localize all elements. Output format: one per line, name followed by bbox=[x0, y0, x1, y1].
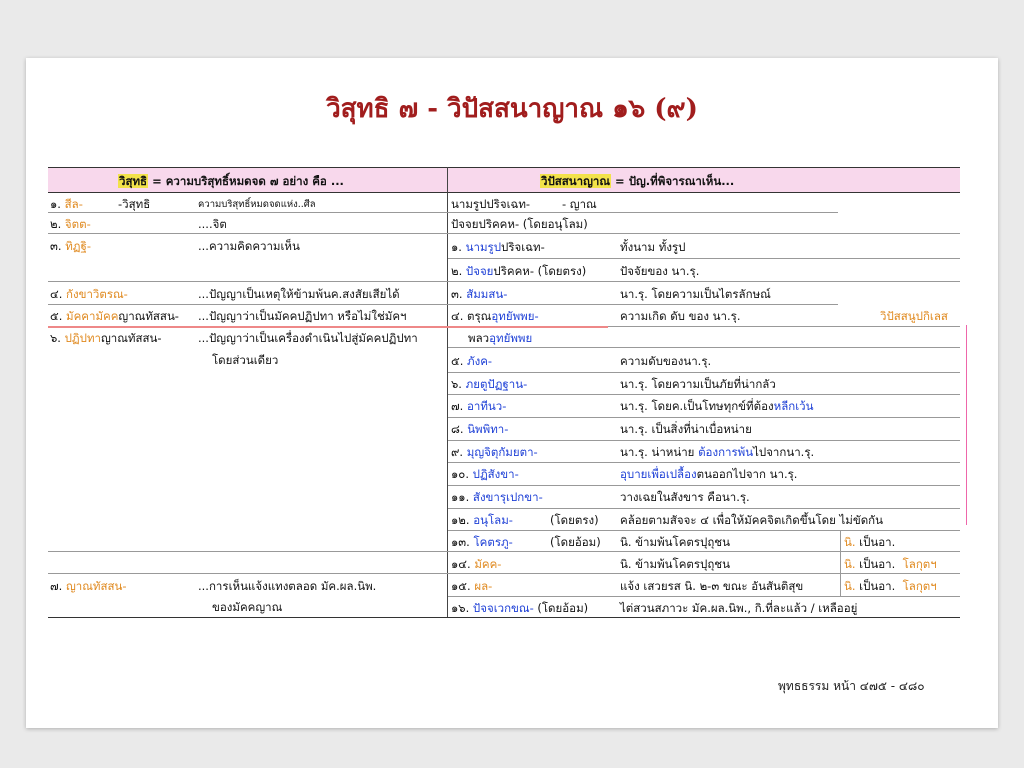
stage-15-extra: นิ. เป็นอา. โลกุตฯ bbox=[844, 579, 937, 593]
row-line bbox=[448, 485, 960, 486]
row-line bbox=[48, 304, 838, 305]
stage-3: ๓. สัมมสน- bbox=[451, 287, 508, 301]
stage-16: ๑๖. ปัจจเวกขณ- (โดยอ้อม) bbox=[451, 601, 589, 615]
stage-9: ๙. มุญจิตุกัมยตา- bbox=[451, 445, 538, 459]
stage-6: ๖. ภยตูปัฏฐาน- bbox=[451, 377, 528, 391]
side-bracket-line bbox=[966, 325, 967, 525]
left-row-6-desc-1: ...ปัญญาว่าเป็นเครื่องดำเนินไปสู่มัคคปฏิปทา bbox=[198, 331, 418, 345]
right-pre-1: นามรูปปริจเฉท- bbox=[451, 197, 531, 211]
stage-8-desc: นา.รุ. เป็นสิ่งที่น่าเบื่อหน่าย bbox=[620, 422, 752, 436]
row-line bbox=[48, 573, 960, 574]
row-line bbox=[448, 372, 960, 373]
header-left-text: = ความบริสุทธิ์หมดจด ๗ อย่าง คือ ... bbox=[148, 174, 344, 188]
row-line bbox=[48, 551, 960, 552]
stage-13: ๑๓. โคตรภู- bbox=[451, 535, 513, 549]
table-top-border bbox=[48, 167, 960, 168]
stage-14-desc: นิ. ข้ามพ้นโคตรปุถุชน bbox=[620, 557, 730, 571]
left-row-3-desc: ...ความคิดความเห็น bbox=[198, 239, 300, 253]
row-line bbox=[448, 462, 960, 463]
header-right-text: = ปัญ.ที่พิจารณาเห็น... bbox=[611, 174, 735, 188]
right-pre-1-b: - ญาณ bbox=[562, 197, 597, 211]
stage-7: ๗. อาทีนว- bbox=[451, 399, 507, 413]
row-line bbox=[48, 233, 960, 234]
extra-col-divider bbox=[840, 531, 841, 596]
row-line bbox=[448, 258, 960, 259]
header-right bbox=[540, 174, 734, 188]
left-row-2-desc: ....จิต bbox=[198, 217, 227, 231]
footer-reference: พุทธธรรม หน้า ๔๗๕ - ๔๘๐ bbox=[778, 679, 925, 693]
header-right-label: วิปัสสนาญาณ bbox=[541, 174, 611, 188]
row-line bbox=[448, 596, 960, 597]
stage-1: ๑. นามรูปปริจเฉท- bbox=[451, 240, 545, 254]
stage-10-desc: อุบายเพื่อเปลื้องตนออกไปจาก นา.รุ. bbox=[620, 467, 798, 481]
stage-4b: พลวอุทยัพพย bbox=[468, 331, 533, 345]
left-row-1-desc: ความบริสุทธิ์หมดจดแห่ง..ศีล bbox=[198, 199, 316, 210]
stage-13-note: (โดยอ้อม) bbox=[550, 535, 601, 549]
stage-3-desc: นา.รุ. โดยความเป็นไตรลักษณ์ bbox=[620, 287, 771, 301]
stage-4: ๔. ตรุณอุทยัพพย- bbox=[451, 309, 539, 323]
stage-12: ๑๒. อนุโลม- bbox=[451, 513, 513, 527]
stage-2-desc: ปัจจัยของ นา.รุ. bbox=[620, 264, 700, 278]
stage-4-desc: ความเกิด ดับ ของ นา.รุ. bbox=[620, 309, 741, 323]
stage-15-desc: แจ้ง เสวยรส นิ. ๒-๓ ขณะ อันสันติสุข bbox=[620, 579, 804, 593]
row-line bbox=[48, 212, 838, 213]
stage-5: ๕. ภังค- bbox=[451, 354, 493, 368]
left-row-7-desc-1: ...การเห็นแจ้งแทงตลอด มัค.ผล.นิพ. bbox=[198, 579, 377, 593]
slide bbox=[26, 58, 998, 728]
stage-2: ๒. ปัจจยปริคคห- (โดยตรง) bbox=[451, 264, 587, 278]
stage-1-desc: ทั้งนาม ทั้งรูป bbox=[620, 240, 686, 254]
row-line bbox=[448, 394, 960, 395]
header-bottom-border bbox=[48, 192, 960, 193]
left-row-1-mid: -วิสุทธิ bbox=[118, 197, 151, 211]
stage-14-extra: นิ. เป็นอา. โลกุตฯ bbox=[844, 557, 937, 571]
stage-12-note: (โดยตรง) bbox=[550, 513, 599, 527]
left-row-2: ๒. จิตต- bbox=[50, 217, 91, 231]
row-line bbox=[448, 440, 960, 441]
column-divider bbox=[447, 167, 448, 617]
stage-13-desc: นิ. ข้ามพ้นโคตรปุถุชน bbox=[620, 535, 730, 549]
left-row-4: ๔. กังขาวิตรณ- bbox=[50, 287, 128, 301]
stage-16-desc: ไต่สวนสภาวะ มัค.ผล.นิพ., กิ.ที่ละแล้ว / เหลืออยู่ bbox=[620, 601, 858, 615]
stage-12-desc: คล้อยตามสัจจะ ๔ เพื่อให้มัคคจิตเกิดขึ้นโดย ไม่ขัดกัน bbox=[620, 513, 884, 527]
table-bottom-border bbox=[48, 617, 960, 618]
stage-11-desc: วางเฉยในสังขาร คือนา.รุ. bbox=[620, 490, 750, 504]
side-label: วิปัสสนูปกิเลส bbox=[880, 309, 948, 323]
left-row-6-desc-2: โดยส่วนเดียว bbox=[212, 353, 279, 367]
slide-title: วิสุทธิ ๗ - วิปัสสนาญาณ ๑๖ (๙) bbox=[326, 94, 698, 124]
left-row-7: ๗. ญาณทัสสน- bbox=[50, 579, 127, 593]
left-row-4-desc: ...ปัญญาเป็นเหตุให้ข้ามพ้นค.สงสัยเสียได้ bbox=[198, 287, 400, 301]
stage-8: ๘. นิพพิทา- bbox=[451, 422, 509, 436]
stage-6-desc: นา.รุ. โดยความเป็นภัยที่น่ากลัว bbox=[620, 377, 776, 391]
stage-11: ๑๑. สังขารุเปกขา- bbox=[451, 490, 543, 504]
header-left-label: วิสุทธิ bbox=[119, 174, 148, 188]
row-line bbox=[48, 281, 960, 282]
stage-7-desc: นา.รุ. โดยค.เป็นโทษทุกข์ที่ต้องหลีกเว้น bbox=[620, 399, 814, 413]
header-left bbox=[118, 174, 344, 188]
row-line bbox=[448, 347, 960, 348]
left-row-3: ๓. ทิฏฐิ- bbox=[50, 239, 91, 253]
red-underline bbox=[48, 326, 608, 328]
left-row-7-desc-2: ของมัคคญาณ bbox=[212, 600, 283, 614]
left-row-5-desc: ...ปัญญาว่าเป็นมัคคปฏิปทา หรือไม่ใช่มัคฯ bbox=[198, 309, 407, 323]
row-line bbox=[448, 417, 960, 418]
stage-13-extra: นิ. เป็นอา. bbox=[844, 535, 896, 549]
stage-5-desc: ความดับของนา.รุ. bbox=[620, 354, 712, 368]
left-row-1: ๑. สีล- bbox=[50, 197, 83, 211]
right-pre-2: ปัจจยปริคคห- (โดยอนุโลม) bbox=[451, 217, 588, 231]
stage-15: ๑๕. ผล- bbox=[451, 579, 493, 593]
left-row-6: ๖. ปฏิปทาญาณทัสสน- bbox=[50, 331, 162, 345]
stage-10: ๑๐. ปฏิสังขา- bbox=[451, 467, 519, 481]
stage-9-desc: นา.รุ. น่าหน่าย ต้องการพ้นไปจากนา.รุ. bbox=[620, 445, 815, 459]
row-line bbox=[448, 508, 960, 509]
left-row-5: ๕. มัคคามัคคญาณทัสสน- bbox=[50, 309, 179, 323]
stage-14: ๑๔. มัคค- bbox=[451, 557, 502, 571]
row-line bbox=[448, 530, 960, 531]
